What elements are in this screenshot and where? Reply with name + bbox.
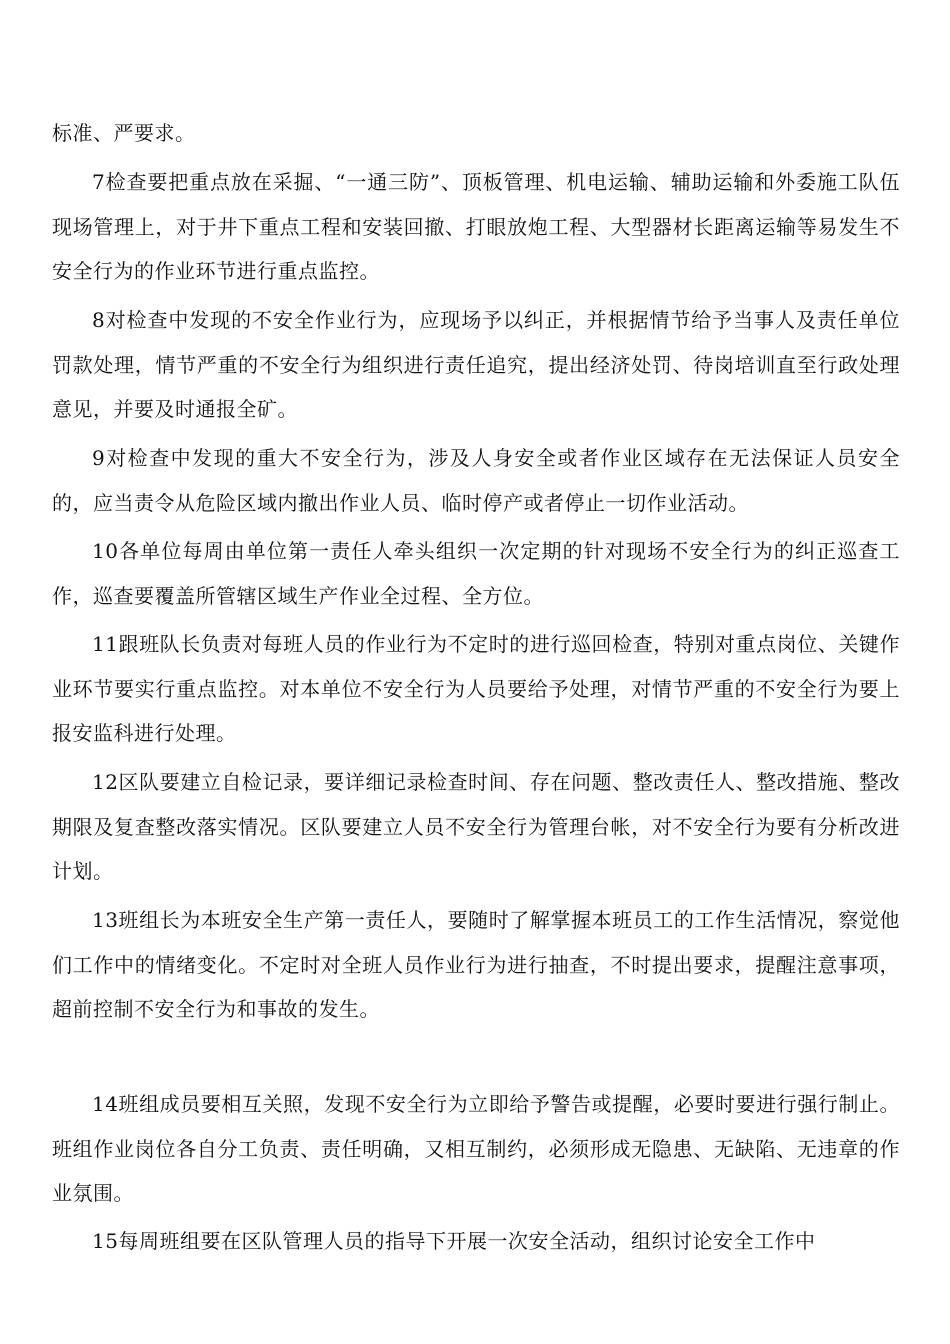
- paragraph-item-15: 15每周班组要在区队管理人员的指导下开展一次安全活动，组织讨论安全工作中: [92, 1229, 816, 1253]
- paragraph-continuation: 标准、严要求。: [52, 121, 196, 145]
- paragraph-item-10: 10各单位每周由单位第一责任人牵头组织一次定期的针对现场不安全行为的纠正巡查工作，巡查要覆盖所管辖区域生产作业全过程、全方位。: [52, 539, 900, 608]
- paragraph-item-9: 9对检查中发现的重大不安全行为，涉及人身安全或者作业区域存在无法保证人员安全的，应当责令从危险区域内撤出作业人员、临时停产或者停止一切作业活动。: [52, 446, 900, 515]
- paragraph-item-13: 13班组长为本班安全生产第一责任人，要随时了解掌握本班员工的工作生活情况，察觉他们工作中的情绪变化。不定时对全班人员作业行为进行抽查，不时提出要求，提醒注意事项，超前控制不安全行为和事故的发生。: [52, 908, 900, 1021]
- paragraph-item-8: 8对检查中发现的不安全作业行为，应现场予以纠正，并根据情节给予当事人及责任单位罚款处理，情节严重的不安全行为组织进行责任追究，提出经济处罚、待岗培训直至行政处理意见，并要及时通报全矿。: [52, 308, 900, 421]
- paragraph-item-11: 11跟班队长负责对每班人员的作业行为不定时的进行巡回检查，特别对重点岗位、关键作业环节要实行重点监控。对本单位不安全行为人员要给予处理，对情节严重的不安全行为要上报安监科进行处理。: [52, 632, 900, 745]
- paragraph-item-12: 12区队要建立自检记录，要详细记录检查时间、存在问题、整改责任人、整改措施、整改期限及复查整改落实情况。区队要建立人员不安全行为管理台帐，对不安全行为要有分析改进计划。: [52, 770, 900, 883]
- paragraph-item-7: 7检查要把重点放在采掘、“一通三防”、顶板管理、机电运输、辅助运输和外委施工队伍现场管理上，对于井下重点工程和安装回撤、打眼放炮工程、大型器材长距离运输等易发生不安全行为的作业环节进行重点监控。: [52, 170, 900, 283]
- paragraph-item-14: 14班组成员要相互关照，发现不安全行为立即给予警告或提醒，必要时要进行强行制止。班组作业岗位各自分工负责、责任明确，又相互制约，必须形成无隐患、无缺陷、无违章的作业氛围。: [52, 1092, 900, 1205]
